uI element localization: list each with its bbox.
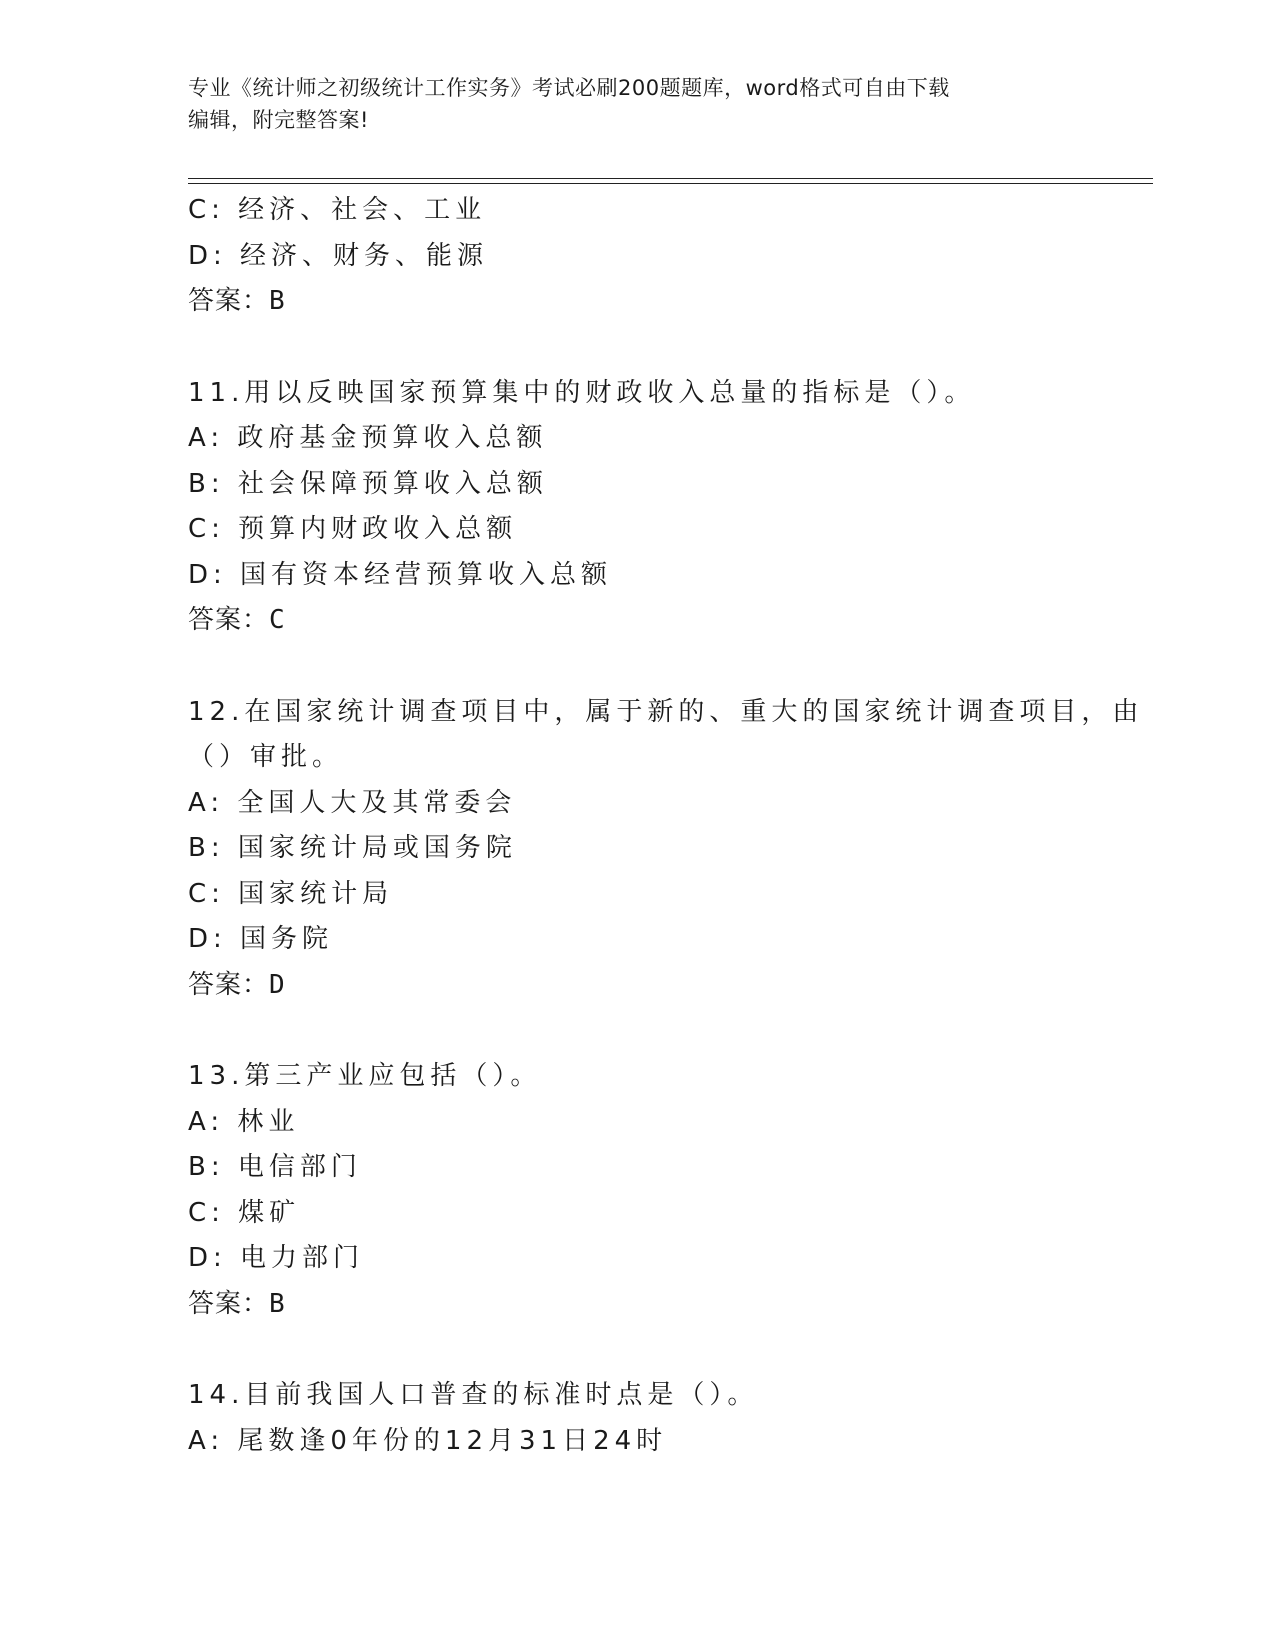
answer-value: C xyxy=(269,605,286,635)
question-stem: 11.用以反映国家预算集中的财政收入总量的指标是（）。 xyxy=(188,377,976,408)
header-rule-top xyxy=(188,178,1153,179)
option-b: B: 社会保障预算收入总额 xyxy=(188,468,548,499)
document-header xyxy=(188,72,1068,136)
document-body xyxy=(188,188,1144,1464)
answer-value: B xyxy=(269,286,286,316)
question-14 xyxy=(188,1373,1088,1464)
question-12 xyxy=(188,690,1144,1009)
option-b: B: 国家统计局或国务院 xyxy=(188,833,517,863)
option-c: C: 煤矿 xyxy=(188,1197,301,1228)
header-line-1: 专业《统计师之初级统计工作实务》考试必刷200题题库，word格式可自由下载 xyxy=(188,76,950,100)
option-a: A: 全国人大及其常委会 xyxy=(188,787,517,818)
option-d: D: 国务院 xyxy=(188,924,334,954)
question-13 xyxy=(188,1054,1088,1327)
answer-label: 答案： xyxy=(188,286,270,316)
option-a: A: 政府基金预算收入总额 xyxy=(188,423,548,453)
question-stem-line-2: （）审批。 xyxy=(188,742,344,772)
option-b: B: 电信部门 xyxy=(188,1152,362,1182)
header-line-2: 编辑，附完整答案! xyxy=(188,108,369,132)
answer-line xyxy=(188,1282,1088,1328)
option-a: A: 尾数逢0年份的12月31日24时 xyxy=(188,1425,668,1456)
answer-label: 答案： xyxy=(188,969,270,1000)
option-d: D: 国有资本经营预算收入总额 xyxy=(188,559,613,590)
question-stem: 13.第三产业应包括（）。 xyxy=(188,1061,542,1091)
answer-value: B xyxy=(269,1288,286,1319)
answer-label: 答案： xyxy=(188,605,270,635)
option-c: C: 国家统计局 xyxy=(188,878,394,909)
question-10-continued xyxy=(188,188,1088,325)
spacer xyxy=(188,325,1088,371)
option-c: C: 经济、社会、工业 xyxy=(188,195,487,225)
option-d: D: 电力部门 xyxy=(188,1243,365,1273)
answer-label: 答案： xyxy=(188,1288,270,1319)
option-d: D: 经济、财务、能源 xyxy=(188,240,489,271)
header-rule-bottom xyxy=(188,183,1153,184)
answer-line xyxy=(188,963,1088,1009)
spacer xyxy=(188,1008,1088,1054)
option-c: C: 预算内财政收入总额 xyxy=(188,514,518,544)
answer-line xyxy=(188,598,1088,644)
spacer xyxy=(188,1327,1088,1373)
option-a: A: 林业 xyxy=(188,1106,300,1137)
question-stem-line-1: 12.在国家统计调查项目中，属于新的、重大的国家统计调查项目，由 xyxy=(188,696,1144,727)
question-stem: 14.目前我国人口普查的标准时点是（）。 xyxy=(188,1380,759,1410)
answer-value: D xyxy=(269,969,286,1000)
question-11 xyxy=(188,371,1088,644)
spacer xyxy=(188,644,1088,690)
answer-line xyxy=(188,279,1088,325)
